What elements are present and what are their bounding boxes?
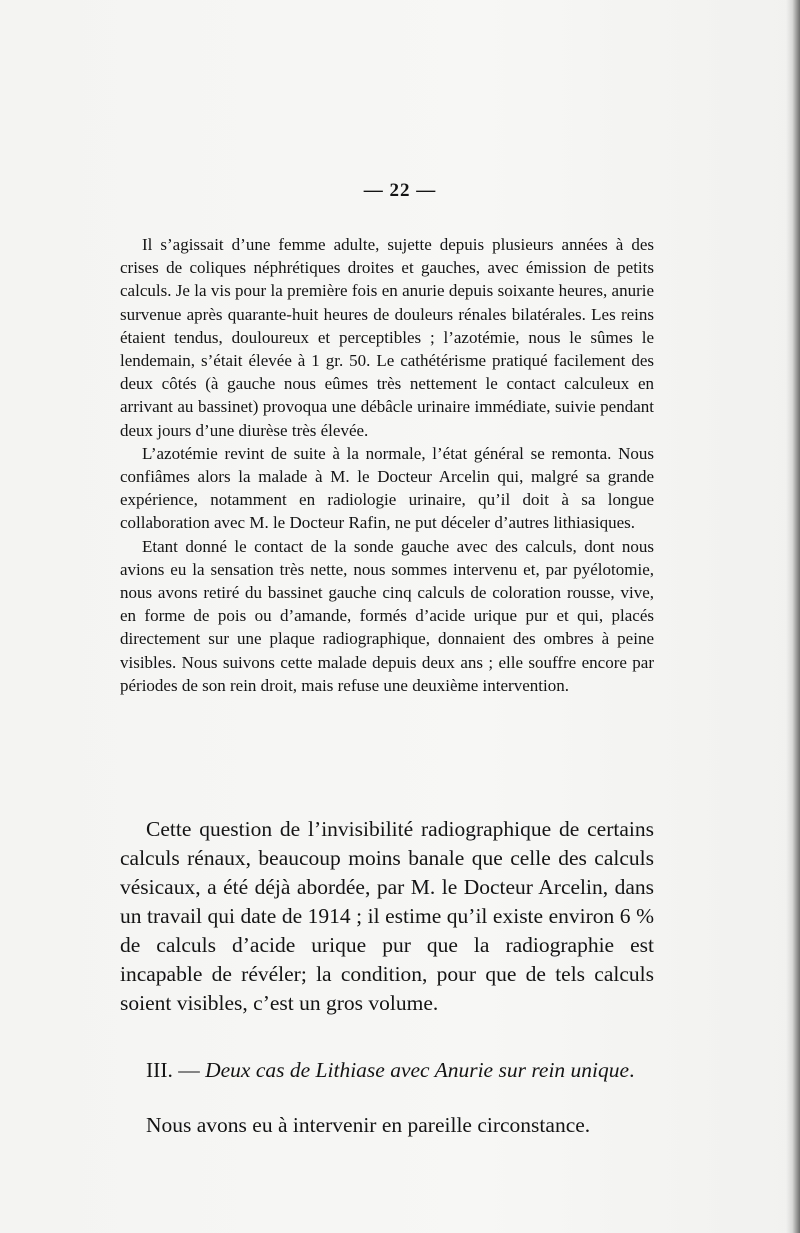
paragraph-operation: Etant donné le contact de la sonde gauche avec des calculs, dont nous avions eu la sensation très nette, nous sommes intervenu et, par pyélotomie, nous avons retiré du bassinet gauche cinq calculs de coloration rousse, vive, en forme de pois ou d’amande, formés d’acide urique pur et qui, placés directement sur une plaque radiographique, donnaient des ombres à peine visibles. Nous suivons cette malade depuis deux ans ; elle souffre encore par périodes de son rein droit, mais refuse une deuxième intervention. xyxy=(120,536,654,695)
page-number: — 22 — xyxy=(363,180,437,201)
final-paragraph-block xyxy=(120,1111,654,1140)
paragraph-azotemia: L’azotémie revint de suite à la normale, l’état général se remonta. Nous confiâmes alors la malade à M. le Docteur Arcelin qui, malgré sa grande expérience, notamment en radiologie urinaire, qu’il doit à sa longue collaboration avec M. le Docteur Rafin, ne put déceler d’autres lithiasiques. xyxy=(120,443,654,533)
page-edge-shadow xyxy=(786,0,800,1233)
section-title-period: . xyxy=(629,1058,635,1082)
final-paragraph: Nous avons eu à intervenir en pareille circonstance. xyxy=(146,1113,591,1137)
paragraph-invisibility-question: Cette question de l’invisibilité radiographique de certains calculs rénaux, beaucoup moins banale que celle des calculs vésicaux, a été déjà abordée, par M. le Docteur Arcelin, dans un travail qui date de 1914 ; il estime qu’il existe environ 6 % de calculs d’acide urique pur que la radiographie est incapable de révéler; la condition, pour que de tels calculs soient visibles, c’est un gros volume. xyxy=(120,817,654,1015)
section-title: Deux cas de Lithiase avec Anurie sur rein unique xyxy=(205,1058,630,1082)
section-number: III. — xyxy=(146,1058,200,1082)
paragraph-case-history: Il s’agissait d’une femme adulte, sujette depuis plusieurs années à des crises de coliques néphrétiques droites et gauches, avec émission de petits calculs. Je la vis pour la première fois en anurie depuis soixante heures, anurie survenue après quarante-huit heures de douleurs rénales bilatérales. Les reins étaient tendus, douloureux et perceptibles ; l’azotémie, nous le sûmes le lendemain, s’était élevée à 1 gr. 50. Le cathétérisme pratiqué facilement des deux côtés (à gauche nous eûmes très nettement le contact calculeux en arrivant au bassinet) provoqua une débâcle urinaire immédiate, suivie pendant deux jours d’une diurèse très élevée. xyxy=(120,235,654,440)
question-paragraph-block xyxy=(120,815,654,1018)
section-heading xyxy=(120,1056,654,1085)
case-description xyxy=(120,233,654,697)
